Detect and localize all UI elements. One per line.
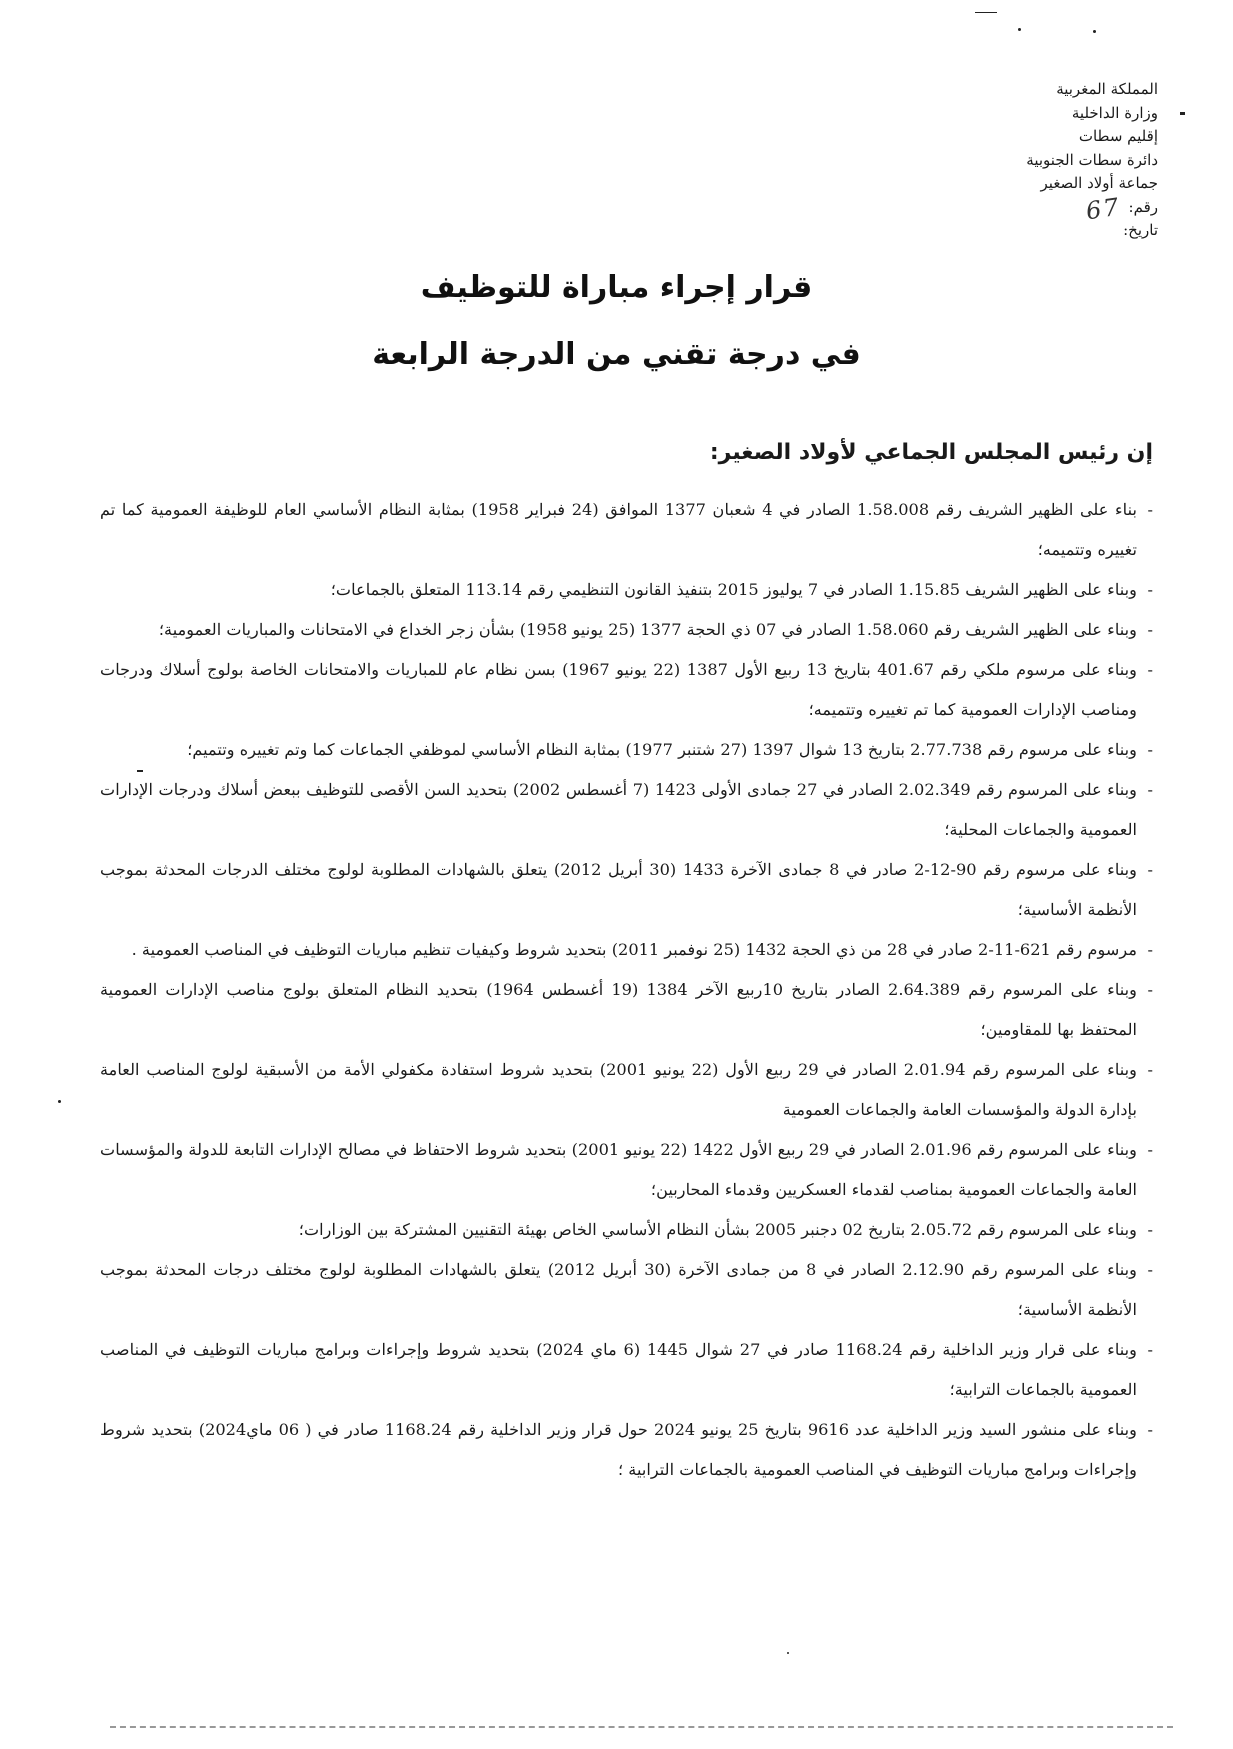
legal-clause [100, 570, 1153, 610]
clause-text: وبناء على المرسوم رقم 2.01.96 الصادر في 29 ربيع الأول 1422 (22 يونيو 2001) بتحديد شروط الاحتفاظ في مصالح الإدارات التابعة للدولة والمؤسسات العامة والجماعات العمومية بمناصب لقدماء العسكريين وقدماء المحاربين؛ [100, 1140, 1138, 1199]
bullet-dash: - [1147, 660, 1153, 679]
bullet-dash: - [1147, 500, 1153, 519]
ministry-name: وزارة الداخلية [1071, 103, 1158, 122]
legal-clause [100, 730, 1153, 770]
intro-heading: إن رئيس المجلس الجماعي لأولاد الصغير: [709, 440, 1153, 465]
scan-mark [58, 1100, 61, 1103]
bullet-dash: - [1147, 1340, 1153, 1359]
legal-clause [100, 650, 1153, 730]
legal-clause [100, 850, 1153, 930]
clause-text: وبناء على المرسوم رقم 2.12.90 الصادر في 8 من جمادى الآخرة (30 أبريل 2012) يتعلق بالشهادات المطلوبة لولوج مختلف درجات المحدثة بموجب الأنظمة الأساسية؛ [100, 1260, 1137, 1319]
legal-clause [100, 970, 1153, 1050]
clause-text: وبناء على الظهير الشريف رقم 1.58.060 الصادر في 07 ذي الحجة 1377 (25 يونيو 1958) بشأن زجر الخداع في الامتحانات والمباريات العمومية؛ [158, 620, 1137, 639]
legal-clause [100, 930, 1153, 970]
clause-text: وبناء على منشور السيد وزير الداخلية عدد 9616 بتاريخ 25 يونيو 2024 حول قرار وزير الداخلية رقم 1168.24 صادر في ( 06 ماي2024) بتحديد شروط وإجراءات وبرامج مباريات التوظيف في المناصب العمومية بالجماعات الترابية ؛ [100, 1420, 1137, 1479]
scan-mark [975, 12, 997, 13]
bullet-dash: - [1147, 580, 1153, 599]
scan-mark [1018, 28, 1021, 31]
reference-number-row [958, 192, 1158, 226]
bullet-dash: - [1147, 740, 1153, 759]
bullet-dash: - [1147, 980, 1153, 999]
scan-mark [787, 1652, 789, 1654]
clause-text: مرسوم رقم 621-11-2 صادر في 28 من ذي الحجة 1432 (25 نوفمبر 2011) بتحديد شروط وكيفيات تنظيم مباريات التوظيف في المناصب العمومية . [131, 940, 1137, 959]
legal-basis-list [100, 490, 1153, 1490]
clause-text: وبناء على مرسوم رقم 2.77.738 بتاريخ 13 شوال 1397 (27 شتنبر 1977) بمثابة النظام الأساسي لموظفي الجماعات كما وتم تغييره وتتميم؛ [187, 740, 1137, 759]
clause-text: وبناء على مرسوم ملكي رقم 401.67 بتاريخ 13 ربيع الأول 1387 (22 يونيو 1967) بسن نظام عام للمباريات والامتحانات الخاصة بولوج أسلاك ودرجات ومناصب الإدارات العمومية كما تم تغييره وتتميمه؛ [100, 660, 1137, 719]
clause-text: وبناء على قرار وزير الداخلية رقم 1168.24 صادر في 27 شوال 1445 (6 ماي 2024) بتحديد شروط وإجراءات وبرامج مباريات التوظيف في المناصب العمومية بالجماعات الترابية؛ [100, 1340, 1137, 1399]
scan-mark [1093, 30, 1096, 33]
clause-text: وبناء على مرسوم رقم 90-12-2 صادر في 8 جمادى الآخرة 1433 (30 أبريل 2012) يتعلق بالشهادات المطلوبة لولوج مختلف الدرجات المحدثة بموجب الأنظمة الأساسية؛ [100, 860, 1138, 919]
province-name: إقليم سطات [1078, 127, 1158, 145]
bullet-dash: - [1147, 1420, 1153, 1439]
legal-clause [100, 1130, 1153, 1210]
commune-name: جماعة أولاد الصغير [1040, 174, 1158, 192]
legal-clause [100, 1410, 1153, 1490]
reference-number-value: 67 [1084, 192, 1123, 226]
bullet-dash: - [1147, 1140, 1153, 1159]
date-label: تاريخ: [1123, 221, 1158, 239]
legal-clause [100, 1050, 1153, 1130]
document-title: قرار إجراء مباراة للتوظيف [420, 270, 813, 305]
legal-clause [100, 610, 1153, 650]
page-bottom-divider [110, 1726, 1173, 1728]
bullet-dash: - [1147, 1260, 1153, 1279]
document-subtitle: في درجة تقني من الدرجة الرابعة [372, 337, 861, 372]
scan-mark [1180, 112, 1185, 115]
legal-clause [100, 770, 1153, 850]
bullet-dash: - [1147, 1060, 1153, 1079]
clause-text: بناء على الظهير الشريف رقم 1.58.008 الصادر في 4 شعبان 1377 الموافق (24 فبراير 1958) بمثابة النظام الأساسي العام للوظيفة العمومية كما تم تغييره وتتميمه؛ [100, 500, 1137, 559]
legal-clause [100, 1250, 1153, 1330]
bullet-dash: - [1147, 780, 1153, 799]
bullet-dash: - [1147, 860, 1153, 879]
circle-name: دائرة سطات الجنوبية [1026, 150, 1158, 169]
legal-clause [100, 1330, 1153, 1410]
bullet-dash: - [1147, 620, 1153, 639]
reference-number-label: رقم: [1128, 197, 1158, 216]
clause-text: وبناء على المرسوم رقم 2.01.94 الصادر في 29 ربيع الأول (22 يونيو 2001) بتحديد شروط استفادة مكفولي الأمة من الأسبقية لولوج المناصب العامة بإدارة الدولة والمؤسسات العامة والجماعات العمومية [100, 1060, 1137, 1119]
letterhead [958, 78, 1158, 243]
clause-text: وبناء على المرسوم رقم 2.64.389 الصادر بتاريخ 10ربيع الآخر 1384 (19 أغسطس 1964) بتحديد النظام المتعلق بولوج مناصب الإدارات العمومية المحتفظ بها للمقاومين؛ [100, 980, 1137, 1039]
bullet-dash: - [1147, 940, 1153, 959]
legal-clause [100, 1210, 1153, 1250]
bullet-dash: - [1147, 1220, 1153, 1239]
legal-clause [100, 490, 1153, 570]
clause-text: وبناء على الظهير الشريف 1.15.85 الصادر في 7 يوليوز 2015 بتنفيذ القانون التنظيمي رقم 113.14 المتعلق بالجماعات؛ [330, 580, 1137, 599]
clause-text: وبناء على المرسوم رقم 2.05.72 بتاريخ 02 دجنبر 2005 بشأن النظام الأساسي الخاص بهيئة التقنيين المشتركة بين الوزارات؛ [298, 1220, 1137, 1239]
kingdom-name: المملكة المغربية [1056, 80, 1158, 98]
clause-text: وبناء على المرسوم رقم 2.02.349 الصادر في 27 جمادى الأولى 1423 (7 أغسطس 2002) بتحديد السن الأقصى للتوظيف ببعض أسلاك ودرجات الإدارات العمومية والجماعات المحلية؛ [100, 780, 1137, 839]
